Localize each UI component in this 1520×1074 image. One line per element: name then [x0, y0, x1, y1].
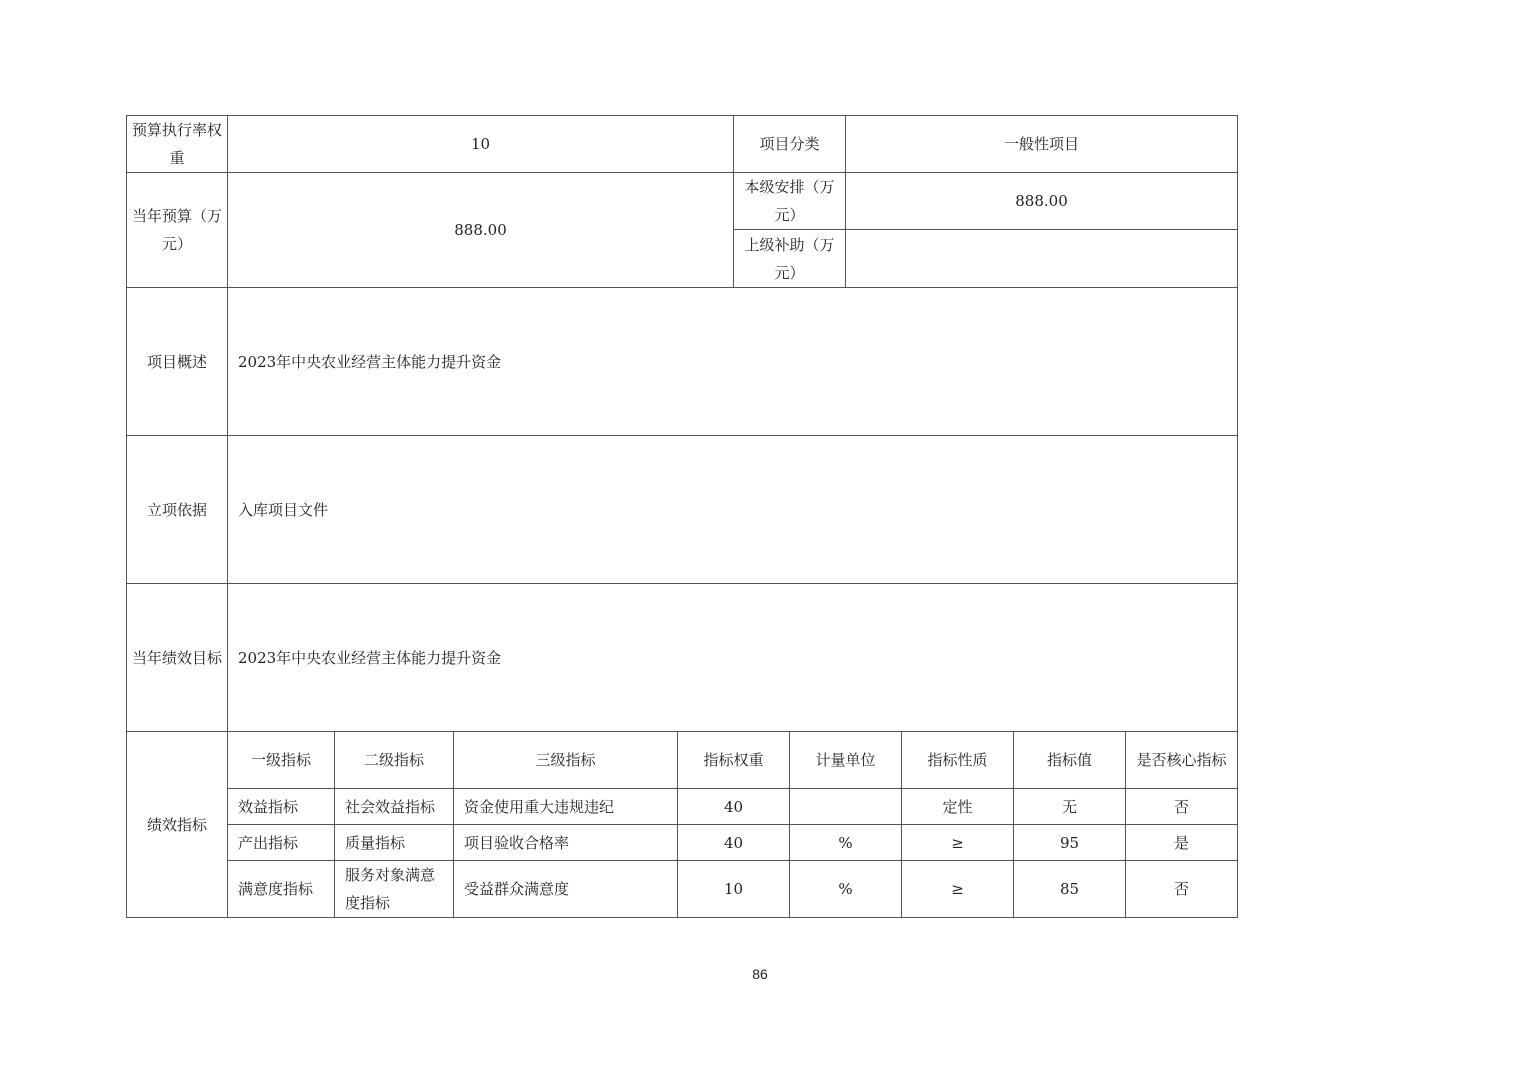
overview-label: 项目概述 — [126, 287, 228, 436]
table-row-3-core: 否 — [1125, 860, 1238, 918]
table-row-2-value: 95 — [1013, 824, 1126, 861]
basis-label: 立项依据 — [126, 435, 228, 584]
table-row-3-level1: 满意度指标 — [227, 860, 335, 918]
table-row-3-weight: 10 — [677, 860, 790, 918]
table-row-2-level1: 产出指标 — [227, 824, 335, 861]
header-value: 指标值 — [1013, 731, 1126, 789]
budget-value: 888.00 — [227, 172, 734, 288]
table-row-3-nature: ≥ — [901, 860, 1014, 918]
table-row-3-level3: 受益群众满意度 — [453, 860, 678, 918]
table-row-1-weight: 40 — [677, 788, 790, 825]
upper-subsidy-value — [845, 229, 1238, 288]
header-nature: 指标性质 — [901, 731, 1014, 789]
upper-subsidy-label: 上级补助（万元） — [733, 229, 846, 288]
table-row-3-level2: 服务对象满意度指标 — [334, 860, 454, 918]
weight-label: 预算执行率权重 — [126, 115, 228, 173]
category-label: 项目分类 — [733, 115, 846, 173]
table-row-1-unit — [789, 788, 902, 825]
table-row-3-unit: % — [789, 860, 902, 918]
table-row-2-level3: 项目验收合格率 — [453, 824, 678, 861]
indicators-label: 绩效指标 — [126, 731, 228, 918]
basis-text: 入库项目文件 — [227, 435, 1238, 584]
header-unit: 计量单位 — [789, 731, 902, 789]
header-level3: 三级指标 — [453, 731, 678, 789]
table-row-2-nature: ≥ — [901, 824, 1014, 861]
table-row-2-weight: 40 — [677, 824, 790, 861]
table-row-3-value: 85 — [1013, 860, 1126, 918]
header-level2: 二级指标 — [334, 731, 454, 789]
table-row-2-unit: % — [789, 824, 902, 861]
local-allocation-value: 888.00 — [845, 172, 1238, 230]
header-core: 是否核心指标 — [1125, 731, 1238, 789]
table-row-1-level3: 资金使用重大违规违纪 — [453, 788, 678, 825]
table-row-2-core: 是 — [1125, 824, 1238, 861]
table-row-1-value: 无 — [1013, 788, 1126, 825]
page-number: 86 — [752, 966, 768, 982]
weight-value: 10 — [227, 115, 734, 173]
table-row-1-core: 否 — [1125, 788, 1238, 825]
local-allocation-label: 本级安排（万元） — [733, 172, 846, 230]
header-weight: 指标权重 — [677, 731, 790, 789]
header-level1: 一级指标 — [227, 731, 335, 789]
table-row-1-level2: 社会效益指标 — [334, 788, 454, 825]
category-value: 一般性项目 — [845, 115, 1238, 173]
table-row-1-nature: 定性 — [901, 788, 1014, 825]
table-row-1-level1: 效益指标 — [227, 788, 335, 825]
goal-text: 2023年中央农业经营主体能力提升资金 — [227, 583, 1238, 732]
table-row-2-level2: 质量指标 — [334, 824, 454, 861]
budget-label: 当年预算（万元） — [126, 172, 228, 288]
overview-text: 2023年中央农业经营主体能力提升资金 — [227, 287, 1238, 436]
goal-label: 当年绩效目标 — [126, 583, 228, 732]
